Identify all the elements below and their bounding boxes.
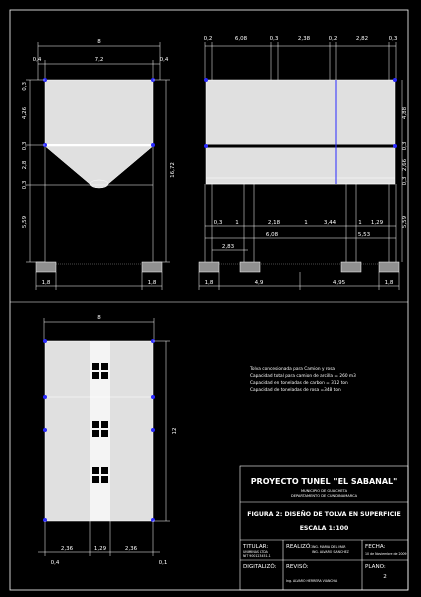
dim-r-bot-1: 4,9 — [254, 280, 264, 286]
reviewed-label: REVISÓ: — [286, 564, 309, 570]
plan-dim-bot-2: 2,36 — [124, 546, 138, 552]
dim-r-top-5: 2,82 — [355, 36, 369, 42]
plan-dim-width: 8 — [97, 315, 101, 321]
made-value-2: ING. ALVARO SANCHEZ — [312, 550, 349, 554]
dim-total-width: 8 — [97, 39, 101, 45]
bin-side — [206, 80, 395, 184]
municipality: MUNICIPIO DE GUACHETA — [300, 489, 348, 493]
dim-left-3: 2,8 — [22, 160, 28, 170]
dim-r-top-1: 6,08 — [234, 36, 248, 42]
dim-inner-width: 7,2 — [94, 57, 104, 63]
hopper-outlet — [90, 180, 108, 188]
dim-r-top-3: 2,38 — [297, 36, 311, 42]
drawing-scale: ESCALA 1:100 — [299, 525, 349, 532]
dim-footing-right: 1,8 — [147, 280, 157, 286]
reviewer-name: Ing. ALVARO HERRERA VIANCHA — [286, 579, 338, 583]
dim-col-4: 3,44 — [323, 220, 337, 226]
plan-view — [38, 318, 170, 556]
dim-r-top-0: 0,2 — [203, 36, 213, 42]
dim-r-right-0: 4,88 — [402, 106, 408, 120]
dim-r-right-3: 0,3 — [402, 176, 408, 186]
department: DEPARTAMENTO DE CUNDINAMARCA — [290, 494, 358, 498]
sheet-number: 2 — [383, 574, 387, 580]
made-value-1: ING. MARIA DEL MAR — [312, 545, 346, 549]
dim-col-5: 1 — [358, 220, 362, 226]
holder-value-2: NIT 900123451-1 — [243, 554, 271, 558]
plan-dim-bot-0: 2,36 — [60, 546, 74, 552]
note-line-3: Capacidad de toneladas de rosa =348 ton — [250, 388, 341, 393]
digitized-label: DIGITALIZÓ: — [243, 564, 277, 570]
figure-title: FIGURA 2: DISEÑO DE TOLVA EN SUPERFICIE — [247, 511, 401, 518]
bin-upper — [45, 80, 153, 146]
dim-left-4: 0,3 — [22, 180, 28, 190]
holder-value-1: UNIMINAS LTDA — [243, 550, 268, 554]
dim-left-2: 0,3 — [22, 141, 28, 151]
dim-total-height: 16,72 — [170, 162, 176, 178]
footing-left — [36, 262, 56, 272]
dim-r-right-1: 0,3 — [402, 141, 408, 151]
dim-r-bot-0: 1,8 — [204, 280, 214, 286]
date-value: 10 de Noviembre de 2009 — [365, 552, 407, 556]
dim-r-top-6: 0,3 — [388, 36, 398, 42]
dim-col-0: 0,3 — [213, 220, 223, 226]
dim-r-right-4: 5,59 — [402, 215, 408, 229]
dim-span-0: 6,08 — [265, 232, 279, 238]
dim-span-2: 2,83 — [221, 244, 235, 250]
dim-col-6: 1,29 — [370, 220, 384, 226]
dim-edge-left: 0,4 — [32, 57, 42, 63]
dim-col-3: 1 — [304, 220, 308, 226]
note-line-0: Tolva concesionada para Camion y rosa — [250, 367, 336, 372]
dim-r-right-2: 2,66 — [402, 158, 408, 172]
made-label: REALIZÓ: — [286, 544, 313, 550]
plan-dim-edge-right: 0,1 — [158, 560, 168, 566]
note-line-1: Capacidad total para camion de arcilla = 260 m3 — [250, 374, 356, 379]
plan-dim-edge-left: 0,4 — [50, 560, 60, 566]
footing-right — [142, 262, 162, 272]
dim-footing-left: 1,8 — [41, 280, 51, 286]
sheet-label: PLANO: — [365, 564, 386, 570]
note-line-2: Capacidad en toneladas de carbon = 312 ton — [250, 381, 348, 386]
dim-left-5: 5,59 — [22, 215, 28, 229]
dim-left-0: 0,3 — [22, 82, 28, 91]
date-label: FECHA: — [365, 544, 386, 550]
dim-left-1: 4,26 — [22, 106, 28, 120]
dim-span-1: 5,53 — [357, 232, 371, 238]
dim-r-bot-2: 4,95 — [332, 280, 346, 286]
dim-edge-right: 0,4 — [159, 57, 169, 63]
dim-r-top-2: 0,3 — [269, 36, 279, 42]
dim-col-2: 2,18 — [267, 220, 281, 226]
plan-dim-length: 12 — [172, 427, 178, 435]
dim-r-top-4: 0,2 — [328, 36, 338, 42]
dim-col-1: 1 — [235, 220, 239, 226]
plan-dim-bot-1: 1,29 — [93, 546, 107, 552]
dim-r-bot-3: 1,8 — [384, 280, 394, 286]
holder-label: TITULAR: — [243, 544, 269, 550]
project-title: PROYECTO TUNEL "EL SABANAL" — [250, 477, 398, 486]
